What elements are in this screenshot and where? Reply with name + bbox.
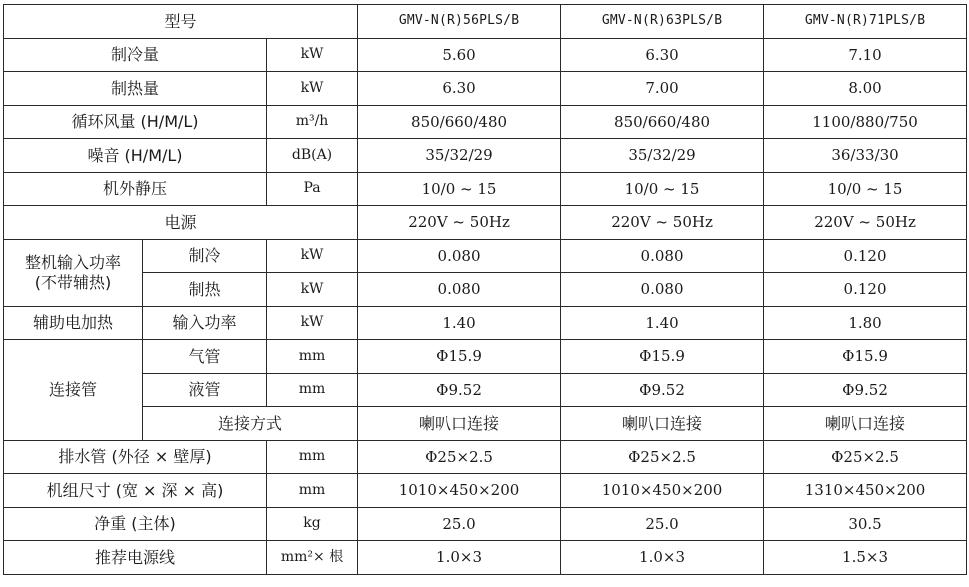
- row-label: 机外静压: [4, 172, 267, 206]
- liquid-pipe-row: [4, 373, 967, 407]
- row-label: 排水管 (外径 × 壁厚): [4, 440, 267, 474]
- value-cell: 30.5: [764, 507, 967, 541]
- value-cell: 25.0: [561, 507, 764, 541]
- value-cell: 6.30: [561, 38, 764, 72]
- group-label-line: 整机输入功率: [24, 253, 121, 273]
- value-cell: 10/0 ~ 15: [358, 172, 561, 206]
- value-cell: 1.5×3: [764, 541, 967, 575]
- power-supply-row: [4, 206, 967, 240]
- value-cell: Φ25×2.5: [358, 440, 561, 474]
- value-cell: 1310×450×200: [764, 474, 967, 508]
- value-cell: 0.080: [561, 273, 764, 307]
- pipes-group-label: 连接管: [4, 340, 143, 441]
- unit-cell: mm: [267, 474, 358, 508]
- sub-label: 气管: [143, 340, 267, 374]
- connection-method-row: [4, 407, 967, 441]
- unit-cell: kW: [267, 306, 358, 340]
- unit-cell: kW: [267, 239, 358, 273]
- value-cell: 1010×450×200: [358, 474, 561, 508]
- row-label: 机组尺寸 (宽 × 深 × 高): [4, 474, 267, 508]
- gas-pipe-row: [4, 340, 967, 374]
- value-cell: 0.120: [764, 273, 967, 307]
- row-label: 电源: [4, 206, 358, 240]
- model-name: GMV-N(R)63PLS/B: [561, 5, 764, 39]
- row-label: 噪音 (H/M/L): [4, 139, 267, 173]
- unit-cell: kW: [267, 273, 358, 307]
- model-name: GMV-N(R)71PLS/B: [764, 5, 967, 39]
- value-cell: Φ9.52: [764, 373, 967, 407]
- value-cell: Φ15.9: [561, 340, 764, 374]
- value-cell: Φ9.52: [358, 373, 561, 407]
- value-cell: 6.30: [358, 72, 561, 106]
- value-cell: 1.40: [561, 306, 764, 340]
- row-label: 推荐电源线: [4, 541, 267, 575]
- value-cell: Φ15.9: [358, 340, 561, 374]
- unit-cell: Pa: [267, 172, 358, 206]
- value-cell: 36/33/30: [764, 139, 967, 173]
- value-cell: 7.10: [764, 38, 967, 72]
- value-cell: 25.0: [358, 507, 561, 541]
- value-cell: 1.80: [764, 306, 967, 340]
- unit-cell: mm: [267, 340, 358, 374]
- value-cell: 0.080: [358, 239, 561, 273]
- row-label: 制冷量: [4, 38, 267, 72]
- value-cell: 1010×450×200: [561, 474, 764, 508]
- value-cell: 0.080: [561, 239, 764, 273]
- value-cell: 0.080: [358, 273, 561, 307]
- sub-label: 连接方式: [143, 407, 358, 441]
- unit-cell: mm²× 根: [267, 541, 358, 575]
- model-label: 型号: [4, 5, 358, 39]
- unit-cell: dB(A): [267, 139, 358, 173]
- value-cell: 35/32/29: [358, 139, 561, 173]
- unit-cell: mm: [267, 373, 358, 407]
- net-weight-row: [4, 507, 967, 541]
- sub-label: 液管: [143, 373, 267, 407]
- unit-cell: m³/h: [267, 105, 358, 139]
- row-label: 循环风量 (H/M/L): [4, 105, 267, 139]
- row-label: 净重 (主体): [4, 507, 267, 541]
- model-row: [4, 5, 967, 39]
- value-cell: Φ25×2.5: [764, 440, 967, 474]
- aux-heater-row: [4, 306, 967, 340]
- value-cell: 0.120: [764, 239, 967, 273]
- value-cell: 5.60: [358, 38, 561, 72]
- spec-table: [3, 4, 967, 575]
- value-cell: 喇叭口连接: [764, 407, 967, 441]
- value-cell: 喇叭口连接: [561, 407, 764, 441]
- input-power-cooling-row: [4, 239, 967, 273]
- input-power-group-label: [4, 239, 143, 306]
- input-power-heating-row: [4, 273, 967, 307]
- value-cell: 喇叭口连接: [358, 407, 561, 441]
- value-cell: 850/660/480: [561, 105, 764, 139]
- value-cell: 1.0×3: [561, 541, 764, 575]
- drain-pipe-row: [4, 440, 967, 474]
- unit-cell: mm: [267, 440, 358, 474]
- model-name: GMV-N(R)56PLS/B: [358, 5, 561, 39]
- value-cell: Φ9.52: [561, 373, 764, 407]
- value-cell: 220V ~ 50Hz: [561, 206, 764, 240]
- value-cell: 1.40: [358, 306, 561, 340]
- static-pressure-row: [4, 172, 967, 206]
- sub-label: 输入功率: [143, 306, 267, 340]
- sub-label: 制热: [143, 273, 267, 307]
- value-cell: 35/32/29: [561, 139, 764, 173]
- value-cell: 10/0 ~ 15: [561, 172, 764, 206]
- value-cell: Φ15.9: [764, 340, 967, 374]
- row-label: 制热量: [4, 72, 267, 106]
- power-cable-row: [4, 541, 967, 575]
- value-cell: 220V ~ 50Hz: [764, 206, 967, 240]
- sub-label: 制冷: [143, 239, 267, 273]
- unit-cell: kW: [267, 38, 358, 72]
- cooling-capacity-row: [4, 38, 967, 72]
- value-cell: 7.00: [561, 72, 764, 106]
- value-cell: 8.00: [764, 72, 967, 106]
- heating-capacity-row: [4, 72, 967, 106]
- group-label-line: (不带辅热): [34, 272, 112, 292]
- value-cell: Φ25×2.5: [561, 440, 764, 474]
- value-cell: 850/660/480: [358, 105, 561, 139]
- value-cell: 220V ~ 50Hz: [358, 206, 561, 240]
- dimensions-row: [4, 474, 967, 508]
- noise-row: [4, 139, 967, 173]
- unit-cell: kW: [267, 72, 358, 106]
- value-cell: 1.0×3: [358, 541, 561, 575]
- value-cell: 10/0 ~ 15: [764, 172, 967, 206]
- airflow-row: [4, 105, 967, 139]
- value-cell: 1100/880/750: [764, 105, 967, 139]
- unit-cell: kg: [267, 507, 358, 541]
- row-label: 辅助电加热: [4, 306, 143, 340]
